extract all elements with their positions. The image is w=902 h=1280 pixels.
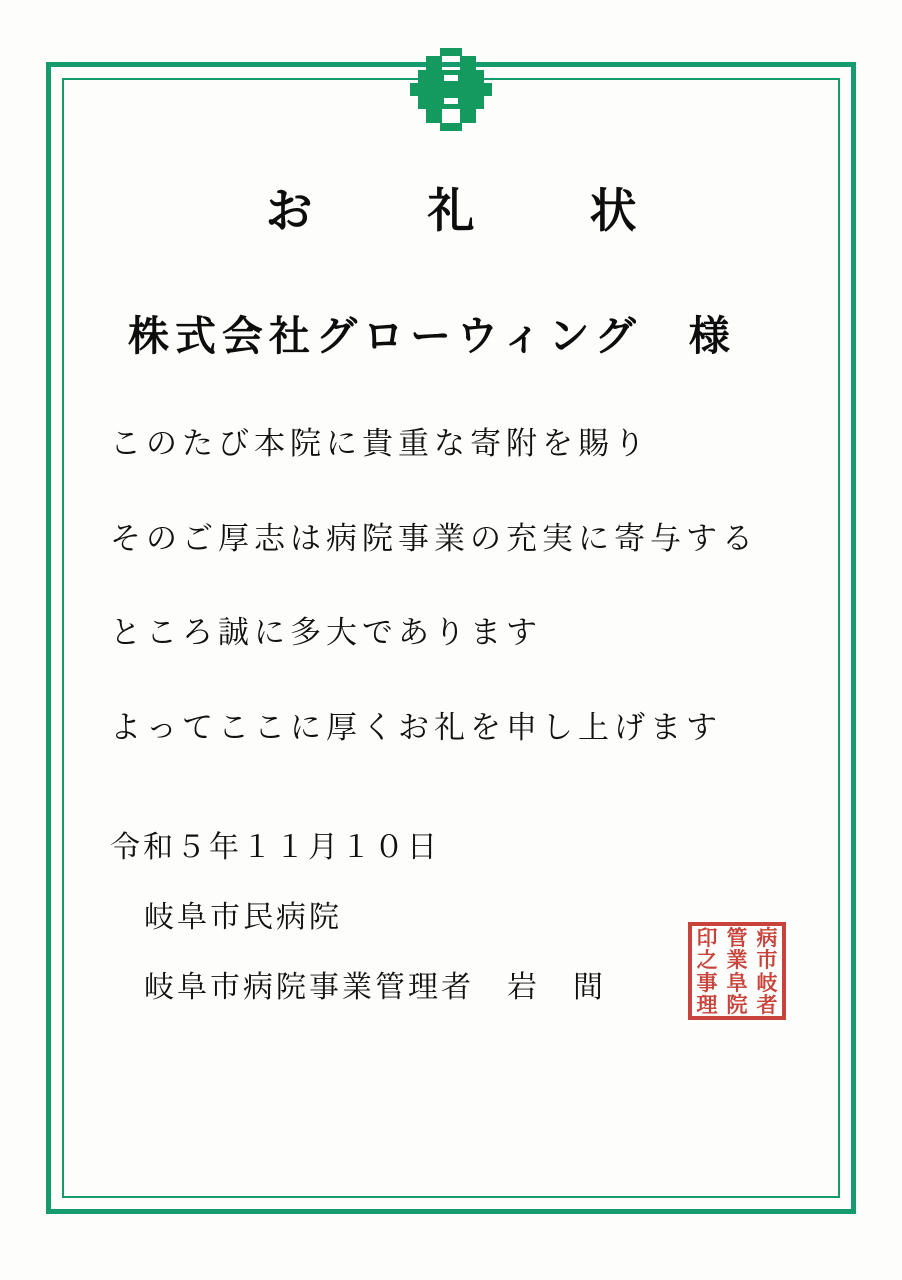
body-line: よってここに厚くお礼を申し上げます <box>110 709 722 746</box>
page-title: お 礼 状 <box>265 184 671 239</box>
body-text <box>92 428 810 744</box>
seal-character: 管 <box>726 924 748 950</box>
body-line: ところ誠に多大であります <box>110 615 542 652</box>
signature-date: 令和５年１１月１０日 <box>110 830 440 866</box>
seal-character: 者 <box>756 992 778 1018</box>
signature-officer: 岐阜市病院事業管理者 岩 間 <box>144 970 606 1006</box>
official-seal-stamp <box>688 922 786 1020</box>
body-line: そのご厚志は病院事業の充実に寄与する <box>110 520 758 557</box>
seal-character: 業 <box>726 947 748 973</box>
seal-character: 印 <box>696 924 718 950</box>
seal-character: 理 <box>696 992 718 1018</box>
signature-organization: 岐阜市民病院 <box>144 900 342 936</box>
seal-character: 市 <box>756 947 778 973</box>
seal-character: 事 <box>696 969 718 995</box>
recipient-name: 株式会社グローウィング 様 <box>128 312 736 360</box>
signature-block <box>92 822 810 1018</box>
seal-character: 病 <box>756 924 778 950</box>
seal-character: 阜 <box>726 969 748 995</box>
certificate-content <box>92 110 810 1170</box>
seal-character: 之 <box>696 947 718 973</box>
body-line: このたび本院に貴重な寄附を賜り <box>110 426 650 462</box>
seal-character: 岐 <box>756 969 778 995</box>
seal-character: 院 <box>726 992 748 1018</box>
